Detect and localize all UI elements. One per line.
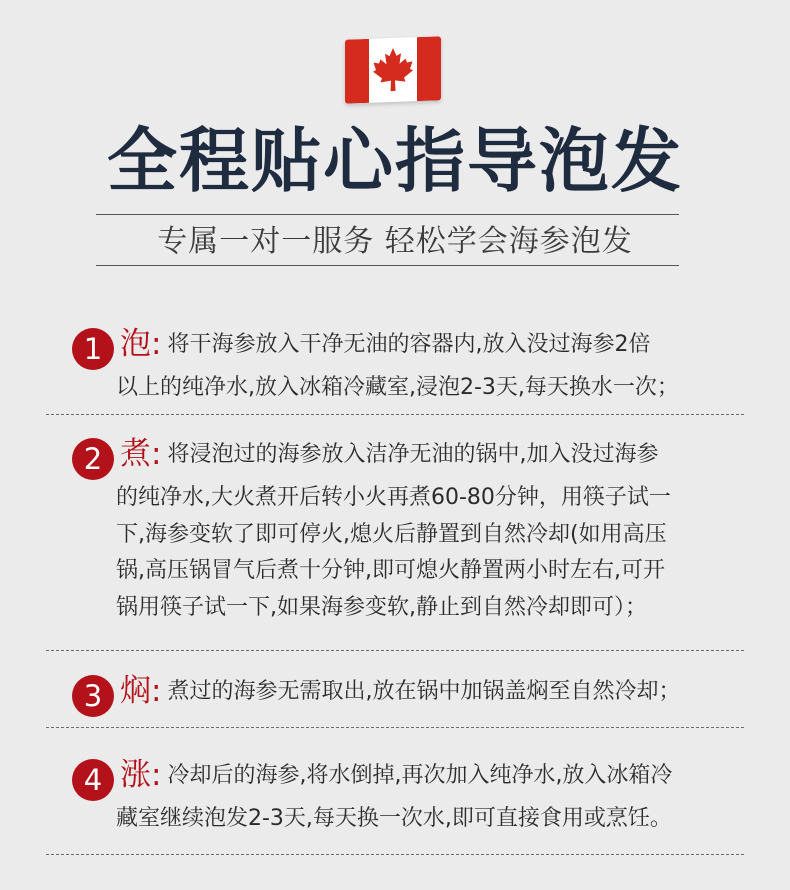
step-text: 煮过的海参无需取出,放在锅中加锅盖焖至自然冷却； <box>167 679 681 704</box>
subtitle-bottom-rule <box>96 265 679 266</box>
dashed-divider <box>46 414 744 415</box>
step-text: 冷却后的海参,将水倒掉,再次加入纯净水,放入冰箱冷 <box>167 763 673 788</box>
step-number-badge: 4 <box>72 759 114 801</box>
step-text: 将浸泡过的海参放入洁净无油的锅中,加入没过海参 <box>167 442 659 467</box>
page-title: 全程贴心指导泡发 <box>107 120 683 202</box>
step-number-badge: 3 <box>72 675 114 717</box>
dashed-divider <box>46 650 744 651</box>
step-verb: 涨: <box>120 757 162 793</box>
step-text: 的纯净水,大火煮开后转小火再煮60-80分钟，用筷子试一 <box>116 485 671 510</box>
step-3 <box>72 673 762 717</box>
subtitle-top-rule <box>96 214 679 215</box>
step-number-badge: 1 <box>72 328 114 370</box>
step-text: 将干海参放入干净无油的容器内,放入没过海参2倍 <box>167 332 651 357</box>
step-2 <box>72 436 762 626</box>
step-4 <box>72 757 762 838</box>
page-subtitle: 专属一对一服务 轻松学会海参泡发 <box>157 224 633 259</box>
step-verb: 焖: <box>120 673 162 709</box>
step-1 <box>72 326 762 407</box>
dashed-divider <box>46 854 744 855</box>
step-text: 藏室继续泡发2-3天,每天换一次水,即可直接食用或烹饪。 <box>116 806 672 831</box>
step-text: 以上的纯净水,放入冰箱冷藏室,浸泡2-3天,每天换水一次； <box>116 375 679 400</box>
step-text: 下,海参变软了即可停火,熄火后静置到自然冷却(如用高压 <box>116 521 667 547</box>
step-text: 锅,高压锅冒气后煮十分钟,即可熄火静置两小时左右,可开 <box>116 558 665 583</box>
step-text: 锅用筷子试一下,如果海参变软,静止到自然冷却即可）； <box>116 594 647 620</box>
dashed-divider <box>46 727 744 728</box>
canada-flag-icon <box>345 36 441 103</box>
step-verb: 煮: <box>120 436 162 472</box>
step-number-badge: 2 <box>72 438 114 480</box>
step-verb: 泡: <box>120 326 162 362</box>
